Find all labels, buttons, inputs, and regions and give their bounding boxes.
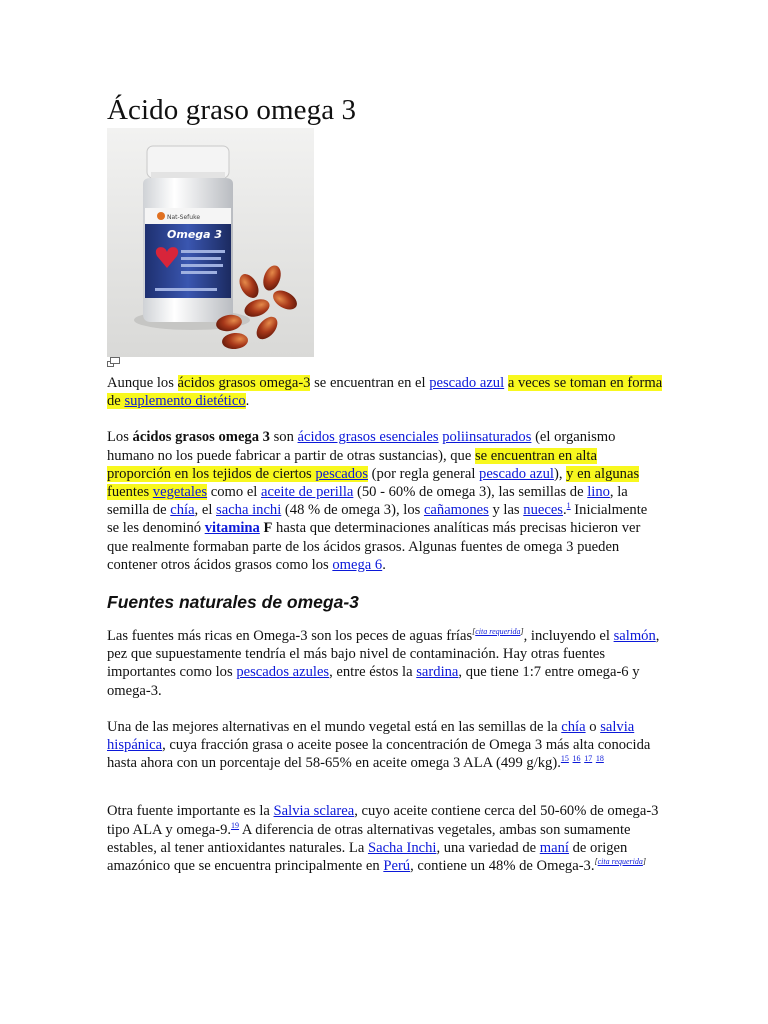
link-nueces[interactable]: nueces (523, 502, 563, 519)
link-aceite-de-perilla[interactable]: aceite de perilla (261, 484, 354, 501)
reference-18[interactable]: 18 (595, 754, 604, 764)
link-salvia-sclarea[interactable]: Salvia sclarea (273, 803, 355, 820)
link-pescado-azul-2[interactable]: pescado azul (479, 465, 554, 482)
article (107, 92, 663, 875)
link-lino[interactable]: lino (587, 484, 610, 501)
link-canamones[interactable]: cañamones (423, 502, 489, 519)
section-heading: Fuentes naturales de omega-3 (107, 592, 359, 613)
article-figure[interactable] (107, 128, 314, 358)
sources-paragraph: Las fuentes más ricas en Omega-3 son los peces de aguas frías[cita requerida], incluyendo el salmón, pez que supuestamente tendría el más bajo nivel de contaminación. Hay otras fuentes importantes como los pescados azules, entre éstos la sardina, que tiene 1:7 entre omega-6 y omega-3. (107, 627, 660, 699)
link-sardina[interactable]: sardina (416, 664, 459, 681)
reference-1[interactable]: 1 (566, 501, 571, 511)
link-pescado-azul[interactable]: pescado azul (429, 375, 505, 391)
definition-paragraph: Los ácidos grasos omega 3 son ácidos grasos esenciales poliinsaturados (el organismo humano no los puede fabricar a partir de otras sustancias), que se encuentran en alta proporción en los tejidos de ciertos pescados (por regla general pescado azul), y en algunas fuentes vegetales como el aceite de perilla (50 - 60% de omega 3), las semillas de lino, la semilla de chía, el sacha inchi (48 % de omega 3), los cañamones y las nueces.$^1$ Inicialmente se les denominó vitamina F hasta que determinaciones analíticas más precisas hicieron ver que realmente formaban parte de los ácidos grasos. Algunas fuentes de omega 3 pueden contener otros ácidos grasos como los omega 6. (107, 429, 648, 573)
reference-15[interactable]: 15 (560, 754, 569, 764)
link-chia-2[interactable]: chía (561, 718, 586, 735)
link-salmon[interactable]: salmón (613, 628, 656, 645)
link-sacha-inchi-2[interactable]: Sacha Inchi (367, 839, 437, 856)
link-poliinsaturados[interactable]: poliinsaturados (442, 429, 532, 446)
link-chia[interactable]: chía (170, 502, 195, 519)
page-title: Ácido graso omega 3 (107, 94, 357, 126)
citation-needed[interactable]: cita requerida (475, 627, 521, 637)
link-sacha-inchi[interactable]: sacha inchi (216, 502, 282, 519)
reference-17[interactable]: 17 (584, 754, 593, 764)
link-omega-6[interactable]: omega 6 (332, 556, 383, 573)
link-mani[interactable]: maní (539, 839, 569, 856)
link-pescados[interactable]: pescados (315, 465, 369, 482)
link-peru[interactable]: Perú (383, 858, 411, 875)
link-salvia-hispanica[interactable]: salvia hispánica (107, 718, 635, 754)
link-vegetales[interactable]: vegetales (152, 484, 208, 501)
link-acidos-grasos-esenciales[interactable]: ácidos grasos esenciales (297, 429, 439, 446)
vegetal-paragraph: Una de las mejores alternativas en el mundo vegetal está en las semillas de la chía o salvia hispánica, cuya fracción grasa o aceite posee la concentración de Omega 3 más alta conocida hasta ahora con un porcentaje del 58-65% en aceite omega 3 ALA (499 g/kg).$^{15}$ $^{16}$ $^{17}$ $^{18}$ (107, 718, 651, 772)
omega3-bottle-photo[interactable] (107, 128, 314, 357)
bottle-label: Omega 3 (167, 228, 223, 241)
link-suplemento-dietetico[interactable]: suplemento dietético (124, 393, 246, 410)
citation-needed-2[interactable]: cita requerida (597, 857, 643, 867)
reference-19[interactable]: 19 (231, 820, 240, 830)
intro-paragraph: Aunque los ácidos grasos omega-3 se encuentran en el pescado azul a veces se toman en forma de suplemento dietético. (107, 375, 663, 410)
other-sources-paragraph: Otra fuente importante es la Salvia sclarea, cuyo aceite contiene cerca del 50-60% de omega-3 tipo ALA y omega-9.19 A diferencia de otras alternativas vegetales, ambas son sumamente estables, al tener antioxidantes naturales. La Sacha Inchi, una variedad de maní de origen amazónico que se encuentra principalmente en Perú, contiene un 48% de Omega-3.[cita requerida] (107, 803, 659, 875)
reference-16[interactable]: 16 (572, 754, 581, 764)
enlarge-icon[interactable] (107, 357, 121, 367)
link-pescados-azules[interactable]: pescados azules (236, 664, 330, 681)
link-vitamina[interactable]: vitamina (204, 520, 260, 537)
svg-text:Nat-Sefuke: Nat-Sefuke (167, 214, 201, 221)
